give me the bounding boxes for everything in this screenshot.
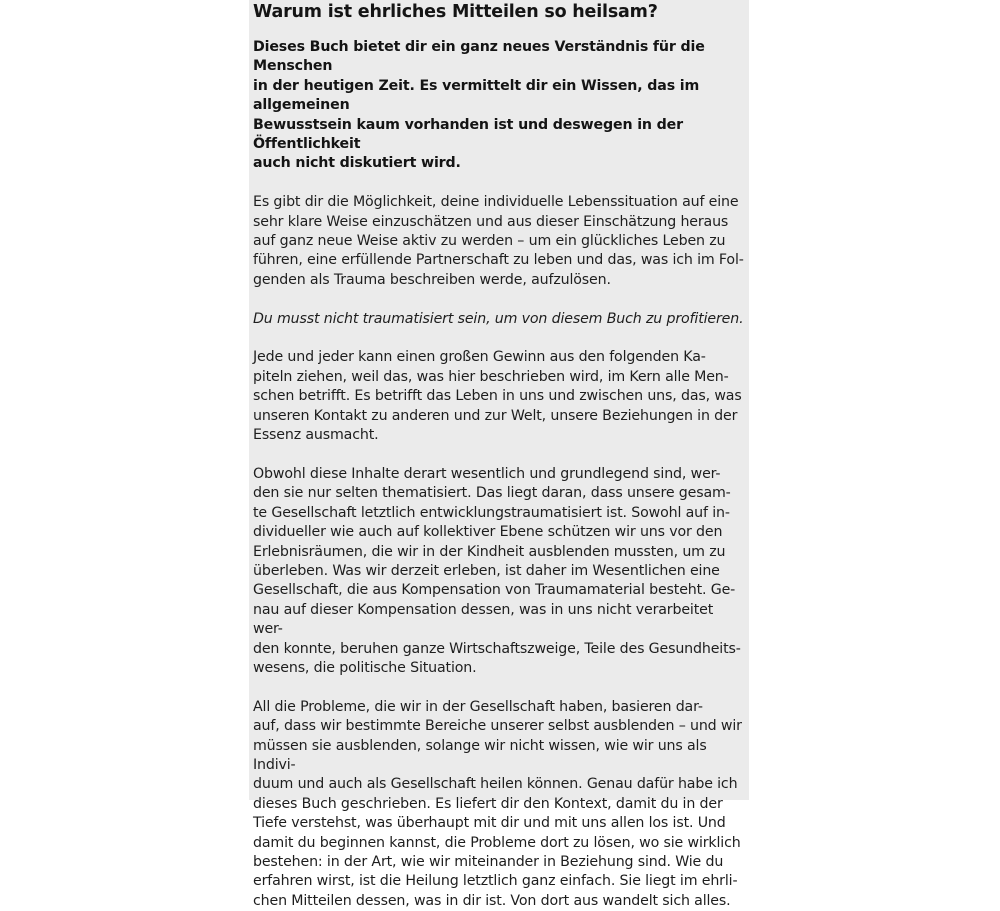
italic-paragraph: Du musst nicht traumatisiert sein, um von diesem Buch zu profitieren.: [253, 310, 744, 327]
intro-paragraph: Dieses Buch bietet dir ein ganz neues Verständnis für die Menschen in der heutigen Zeit. Es vermittelt dir ein Wissen, das im allgemeinen Bewusstsein kaum vorhanden ist und deswegen in der Öffentlichkeit auch nicht diskutiert wird.: [253, 39, 705, 172]
paragraph-1: Es gibt dir die Möglichkeit, deine individuelle Lebenssituation auf eine sehr klare Weise einzuschätzen und aus dieser Einschätzung heraus auf ganz neue Weise aktiv zu werden – um ein glückliches Leben zu führen, eine erfüllende Partnerschaft zu leben und das, was ich im Fol- genden als Trauma beschreiben werde, aufzulösen.: [253, 194, 744, 288]
paragraph-3: Jede und jeder kann einen großen Gewinn aus den folgenden Ka- piteln ziehen, weil das, was hier beschrieben wird, im Kern alle Men- schen betrifft. Es betrifft das Leben in uns und zwischen uns, das, was unseren Kontakt zu anderen und zur Welt, unsere Beziehungen in der Essenz ausmacht.: [253, 349, 742, 444]
page-content: [253, 0, 747, 911]
book-page: [249, 0, 749, 909]
paragraph-5: All die Probleme, die wir in der Gesellschaft haben, basieren dar- auf, dass wir bestimmte Bereiche unserer selbst ausblenden – und wir müssen sie ausblenden, solange wir nicht wissen, wie wir uns als Indivi- duum und auch als Gesellschaft heilen können. Genau dafür habe ich dieses Buch geschrieben. Es liefert dir den Kontext, damit du in der Tiefe verstehst, was überhaupt mit dir und mit uns allen los ist. Und damit du beginnen kannst, die Probleme dort zu lösen, wo sie wirklich bestehen: in der Art, wie wir miteinander in Beziehung sind. Wie du erfahren wirst, ist die Heilung letztlich ganz einfach. Sie liegt im ehrli- chen Mitteilen dessen, was in dir ist. Von dort aus wandelt sich alles.: [253, 698, 742, 909]
page-title: Warum ist ehrliches Mitteilen so heilsam?: [253, 2, 658, 22]
paragraph-4: Obwohl diese Inhalte derart wesentlich und grundlegend sind, wer- den sie nur selten thematisiert. Das liegt daran, dass unsere gesam- te Gesellschaft letztlich entwicklungstraumatisiert ist. Sowohl auf in- dividueller wie auch auf kollektiver Ebene schützen wir uns vor den Erlebnisräumen, die wir in der Kindheit ausblenden mussten, um zu überleben. Was wir derzeit erleben, ist daher im Wesentlichen eine Gesellschaft, die aus Kompensation von Traumamaterial besteht. Ge- nau auf dieser Kompensation dessen, was in uns nicht verarbeitet wer- den konnte, beruhen ganze Wirtschaftszweige, Teile des Gesundheits- wesens, die politische Situation.: [253, 465, 741, 676]
